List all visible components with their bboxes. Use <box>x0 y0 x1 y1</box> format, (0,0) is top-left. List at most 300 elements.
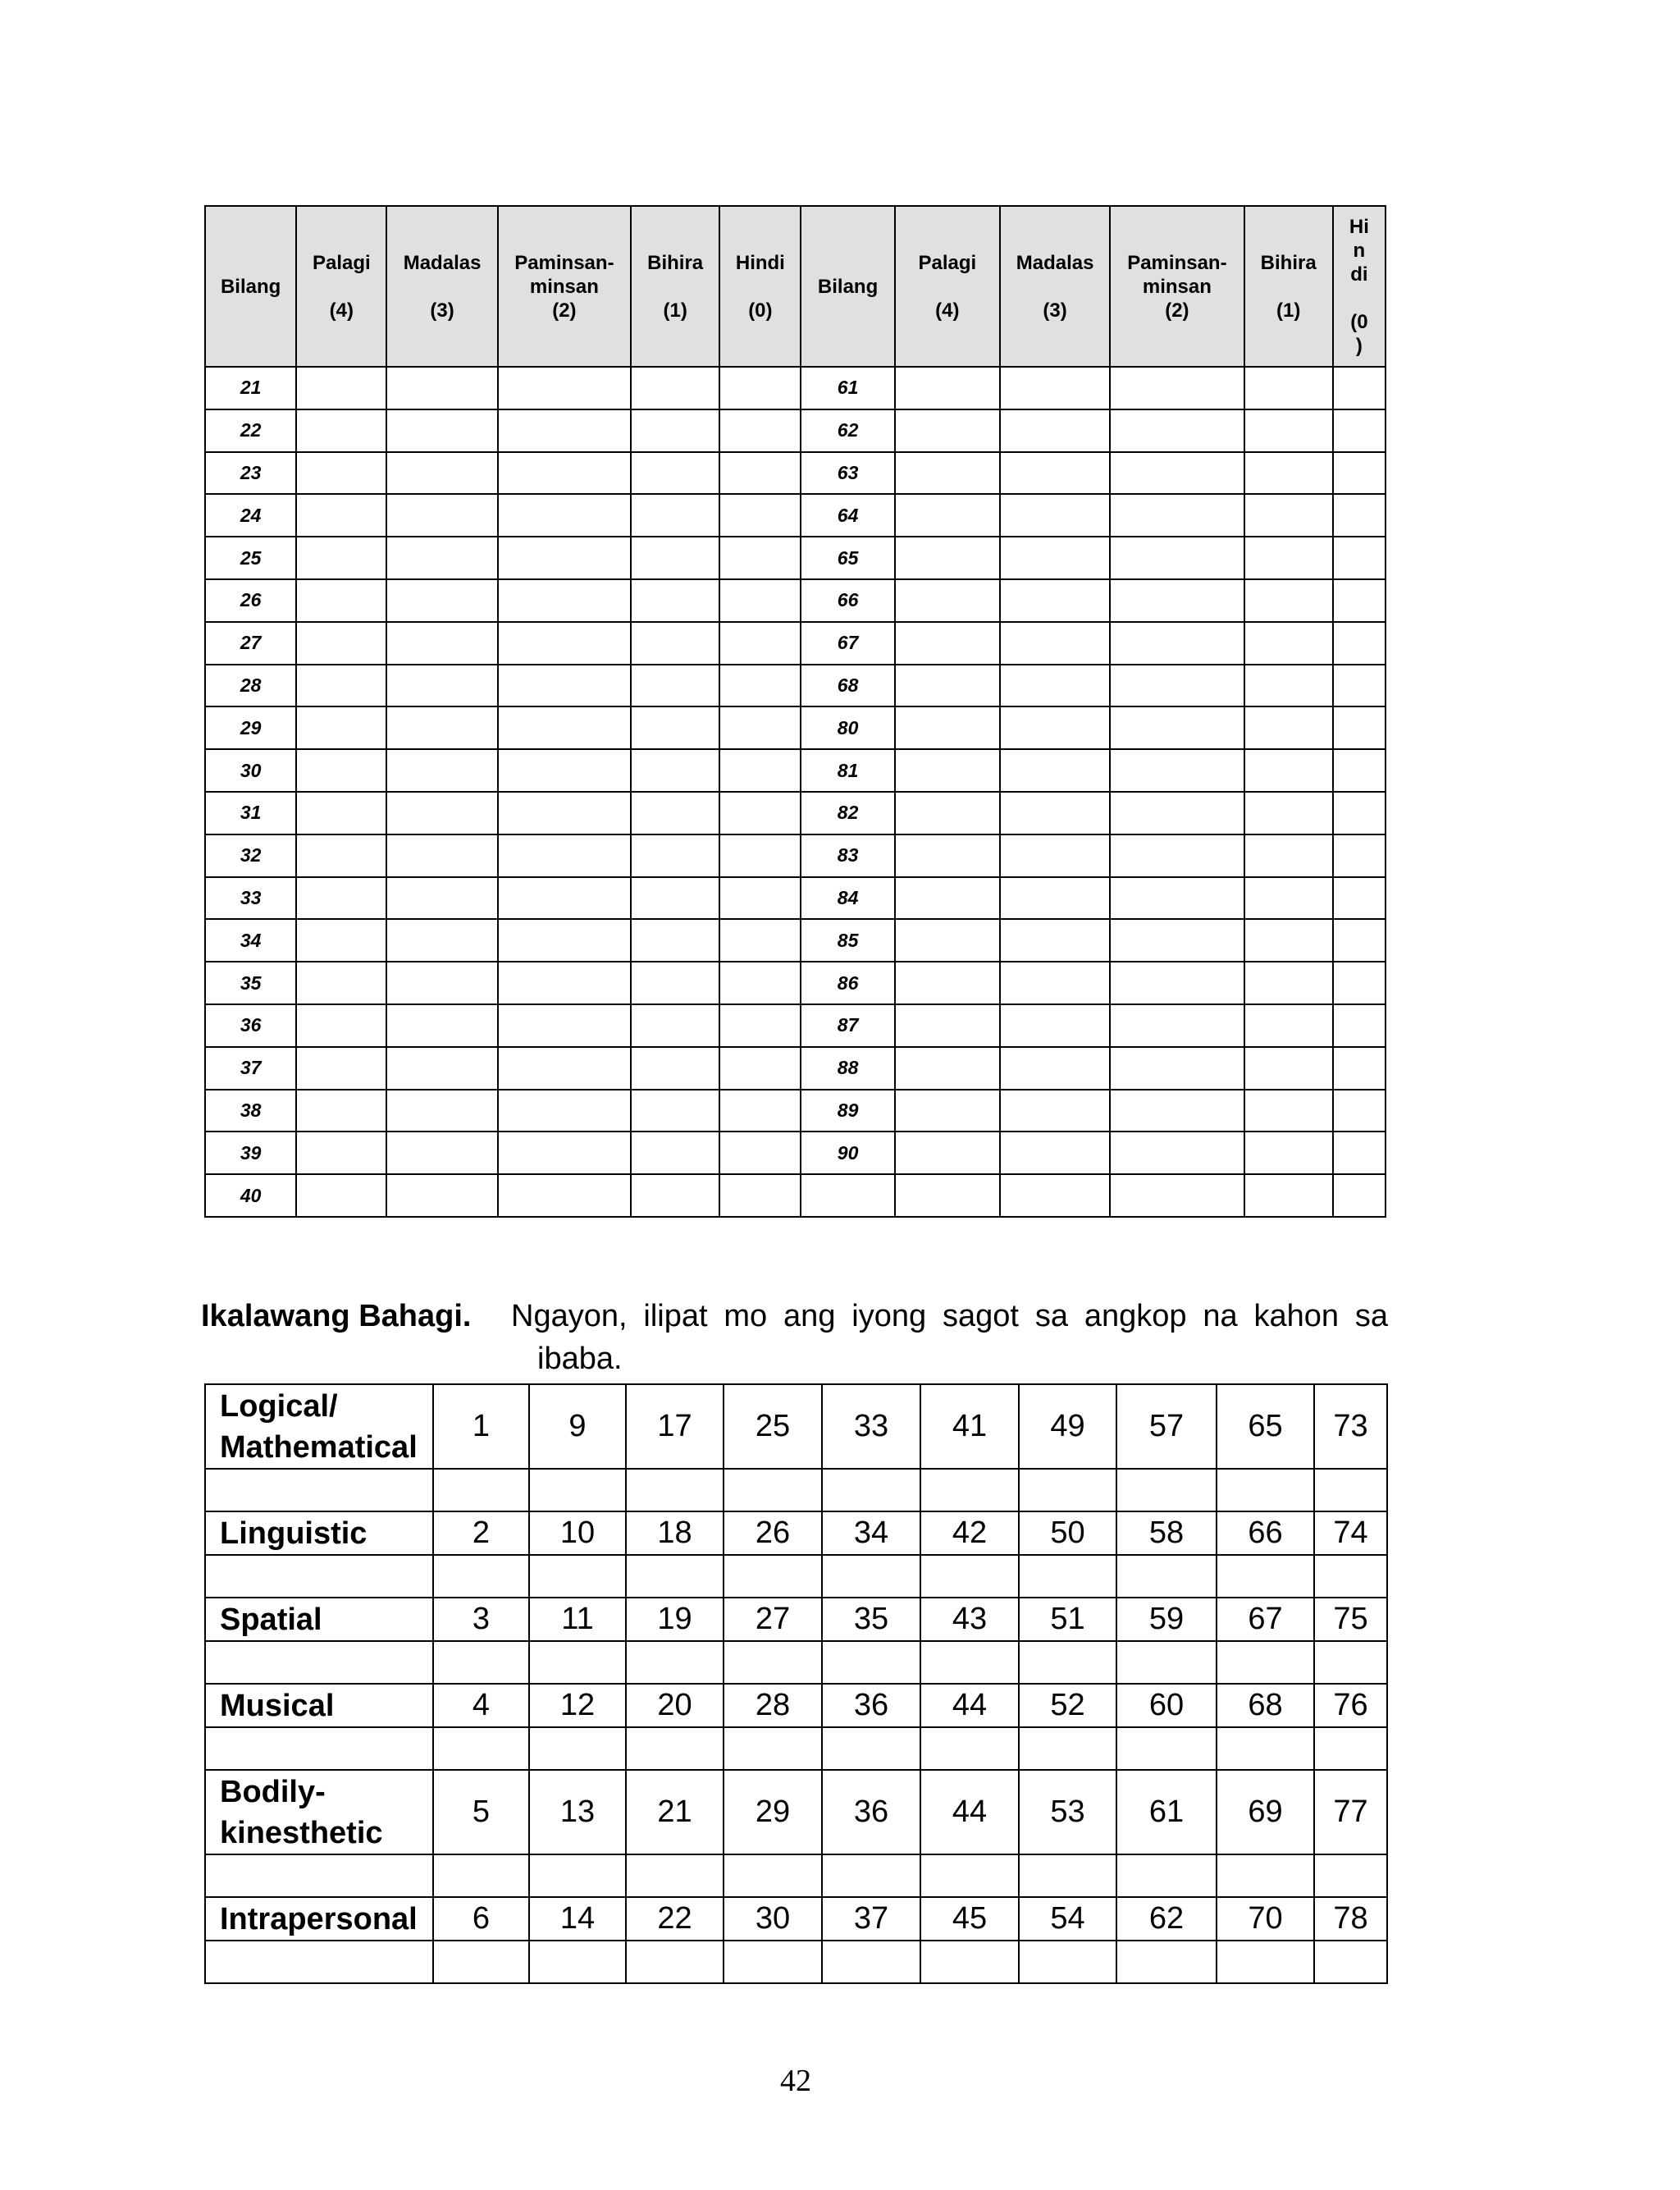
answer-cell[interactable] <box>1110 706 1244 749</box>
answer-cell[interactable] <box>1244 537 1333 579</box>
answer-cell[interactable] <box>386 665 497 707</box>
intelligence-row <box>205 1684 1387 1727</box>
item-number: 42 <box>920 1511 1019 1555</box>
answer-cell[interactable] <box>1333 1174 1386 1217</box>
answer-cell[interactable] <box>1217 1555 1314 1598</box>
answer-cell[interactable] <box>296 792 386 834</box>
intelligence-label-line1: Spatial <box>220 1602 322 1637</box>
answer-cell[interactable] <box>386 1174 497 1217</box>
answer-cell[interactable] <box>386 706 497 749</box>
answer-cell[interactable] <box>895 622 1000 665</box>
answer-cell[interactable] <box>386 749 497 792</box>
answer-cell[interactable] <box>1217 1727 1314 1770</box>
answer-cell[interactable] <box>1019 1469 1116 1511</box>
answer-cell[interactable] <box>433 1555 529 1598</box>
answer-cell[interactable] <box>626 1727 724 1770</box>
answer-cell[interactable] <box>296 749 386 792</box>
answer-cell[interactable] <box>498 494 631 537</box>
answer-cell[interactable] <box>1110 962 1244 1004</box>
answer-cell[interactable] <box>1244 706 1333 749</box>
answer-cell[interactable] <box>1000 665 1110 707</box>
answer-cell[interactable] <box>631 537 719 579</box>
answer-cell[interactable] <box>498 1004 631 1047</box>
answer-cell[interactable] <box>386 919 497 962</box>
answer-cell[interactable] <box>895 452 1000 495</box>
answer-cell[interactable] <box>1000 622 1110 665</box>
answer-cell[interactable] <box>631 665 719 707</box>
answer-cell[interactable] <box>1110 1047 1244 1090</box>
answer-cell[interactable] <box>1244 962 1333 1004</box>
answer-cell[interactable] <box>1110 367 1244 409</box>
answer-cell[interactable] <box>386 494 497 537</box>
answer-cell[interactable] <box>1000 877 1110 920</box>
answer-cell[interactable] <box>1333 367 1386 409</box>
answer-cell[interactable] <box>205 1727 433 1770</box>
answer-cell[interactable] <box>498 622 631 665</box>
answer-cell[interactable] <box>719 749 801 792</box>
item-number-right: 81 <box>801 749 894 792</box>
answer-cell[interactable] <box>719 919 801 962</box>
answer-cell[interactable] <box>1244 1132 1333 1174</box>
answer-cell[interactable] <box>1116 1469 1217 1511</box>
answer-cell[interactable] <box>631 749 719 792</box>
answer-cell[interactable] <box>386 537 497 579</box>
answer-cell[interactable] <box>1244 665 1333 707</box>
answer-cell[interactable] <box>498 579 631 622</box>
answer-cell[interactable] <box>895 706 1000 749</box>
item-number-right: 87 <box>801 1004 894 1047</box>
answer-cell[interactable] <box>1110 409 1244 452</box>
answer-cell[interactable] <box>205 1555 433 1598</box>
answer-cell[interactable] <box>626 1555 724 1598</box>
answer-cell[interactable] <box>1333 706 1386 749</box>
answer-cell[interactable] <box>1314 1854 1387 1897</box>
answer-cell[interactable] <box>433 1469 529 1511</box>
item-number-right: 61 <box>801 367 894 409</box>
answer-cell[interactable] <box>1333 834 1386 877</box>
item-number: 59 <box>1116 1598 1217 1641</box>
answer-cell[interactable] <box>822 1854 920 1897</box>
answer-cell[interactable] <box>386 1004 497 1047</box>
answer-cell[interactable] <box>626 1641 724 1684</box>
answer-cell[interactable] <box>1110 452 1244 495</box>
answer-cell[interactable] <box>1110 1090 1244 1132</box>
answer-cell[interactable] <box>1333 665 1386 707</box>
answer-cell[interactable] <box>498 537 631 579</box>
answer-cell[interactable] <box>631 367 719 409</box>
answer-cell[interactable] <box>895 1004 1000 1047</box>
answer-cell[interactable] <box>386 877 497 920</box>
answer-cell[interactable] <box>631 1004 719 1047</box>
answer-cell[interactable] <box>498 1047 631 1090</box>
answer-cell[interactable] <box>631 579 719 622</box>
answer-cell[interactable] <box>1110 494 1244 537</box>
item-number: 5 <box>433 1770 529 1854</box>
answer-cell[interactable] <box>822 1727 920 1770</box>
answer-cell[interactable] <box>205 1854 433 1897</box>
answer-cell[interactable] <box>822 1641 920 1684</box>
answer-cell[interactable] <box>626 1854 724 1897</box>
answer-cell[interactable] <box>386 622 497 665</box>
answer-cell[interactable] <box>386 452 497 495</box>
answer-cell[interactable] <box>1110 749 1244 792</box>
answer-cell[interactable] <box>498 1132 631 1174</box>
answer-cell[interactable] <box>1333 452 1386 495</box>
answer-cell[interactable] <box>386 367 497 409</box>
answer-cell[interactable] <box>1019 1727 1116 1770</box>
answer-cell[interactable] <box>1116 1941 1217 1983</box>
answer-cell[interactable] <box>1333 537 1386 579</box>
answer-cell[interactable] <box>1333 1047 1386 1090</box>
answer-cell[interactable] <box>920 1727 1019 1770</box>
answer-cell[interactable] <box>1000 1132 1110 1174</box>
intelligence-row <box>205 1511 1387 1555</box>
answer-cell[interactable] <box>1000 749 1110 792</box>
answer-cell[interactable] <box>895 1090 1000 1132</box>
answer-cell[interactable] <box>719 792 801 834</box>
answer-cell[interactable] <box>724 1469 822 1511</box>
answer-cell[interactable] <box>1244 749 1333 792</box>
intelligence-label-line1: Intrapersonal <box>220 1901 418 1936</box>
answer-cell[interactable] <box>1244 919 1333 962</box>
answer-cell[interactable] <box>1244 494 1333 537</box>
answer-cell[interactable] <box>1110 792 1244 834</box>
answer-cell[interactable] <box>498 665 631 707</box>
answer-cell[interactable] <box>724 1555 822 1598</box>
answer-cell[interactable] <box>1333 749 1386 792</box>
answer-cell[interactable] <box>498 409 631 452</box>
answer-cell[interactable] <box>386 1132 497 1174</box>
answer-cell[interactable] <box>631 622 719 665</box>
item-number: 68 <box>1217 1684 1314 1727</box>
answer-cell[interactable] <box>719 1090 801 1132</box>
answer-cell[interactable] <box>498 706 631 749</box>
answer-cell[interactable] <box>719 834 801 877</box>
intelligence-label <box>205 1897 433 1941</box>
answer-cell[interactable] <box>895 1174 1000 1217</box>
answer-cell[interactable] <box>433 1727 529 1770</box>
answer-cell[interactable] <box>296 665 386 707</box>
answer-cell[interactable] <box>895 877 1000 920</box>
item-number-left: 21 <box>205 367 296 409</box>
intelligence-label-line1: Musical <box>220 1688 335 1723</box>
answer-cell[interactable] <box>895 367 1000 409</box>
answer-cell[interactable] <box>1333 1132 1386 1174</box>
answer-cell[interactable] <box>920 1641 1019 1684</box>
answer-cell[interactable] <box>1110 1174 1244 1217</box>
answer-cell[interactable] <box>631 1047 719 1090</box>
answer-cell[interactable] <box>1314 1555 1387 1598</box>
answer-cell[interactable] <box>1110 877 1244 920</box>
answer-cell[interactable] <box>1000 1090 1110 1132</box>
answer-cell[interactable] <box>631 1090 719 1132</box>
answer-cell[interactable] <box>296 877 386 920</box>
answer-cell[interactable] <box>498 452 631 495</box>
answer-cell[interactable] <box>296 537 386 579</box>
answer-cell[interactable] <box>1110 665 1244 707</box>
answer-cell[interactable] <box>529 1941 626 1983</box>
answer-cell[interactable] <box>1217 1854 1314 1897</box>
answer-cell[interactable] <box>386 792 497 834</box>
response-row <box>205 1004 1386 1047</box>
answer-cell[interactable] <box>386 834 497 877</box>
answer-cell[interactable] <box>1116 1854 1217 1897</box>
answer-cell[interactable] <box>296 579 386 622</box>
answer-cell[interactable] <box>205 1469 433 1511</box>
answer-cell[interactable] <box>386 1047 497 1090</box>
answer-cell[interactable] <box>895 919 1000 962</box>
answer-cell[interactable] <box>296 622 386 665</box>
answer-cell[interactable] <box>719 962 801 1004</box>
answer-cell[interactable] <box>1244 1047 1333 1090</box>
answer-cell[interactable] <box>1244 367 1333 409</box>
answer-cell[interactable] <box>296 706 386 749</box>
answer-cell[interactable] <box>1019 1854 1116 1897</box>
answer-cell[interactable] <box>719 1132 801 1174</box>
answer-cell[interactable] <box>719 1174 801 1217</box>
answer-cell[interactable] <box>498 1174 631 1217</box>
answer-cell[interactable] <box>895 579 1000 622</box>
answer-cell[interactable] <box>498 877 631 920</box>
answer-cell[interactable] <box>1110 1004 1244 1047</box>
answer-cell[interactable] <box>895 962 1000 1004</box>
answer-cell[interactable] <box>1000 962 1110 1004</box>
answer-cell[interactable] <box>1217 1469 1314 1511</box>
answer-cell[interactable] <box>1333 494 1386 537</box>
answer-cell[interactable] <box>296 962 386 1004</box>
answer-cell[interactable] <box>1333 919 1386 962</box>
answer-cell[interactable] <box>631 1174 719 1217</box>
answer-cell[interactable] <box>631 962 719 1004</box>
answer-cell[interactable] <box>920 1854 1019 1897</box>
answer-cell[interactable] <box>296 452 386 495</box>
answer-cell[interactable] <box>1000 579 1110 622</box>
answer-cell[interactable] <box>631 877 719 920</box>
answer-cell[interactable] <box>1000 792 1110 834</box>
answer-cell[interactable] <box>719 877 801 920</box>
answer-cell[interactable] <box>498 792 631 834</box>
answer-cell[interactable] <box>719 665 801 707</box>
answer-cell[interactable] <box>724 1641 822 1684</box>
item-number: 21 <box>626 1770 724 1854</box>
answer-cell[interactable] <box>1217 1641 1314 1684</box>
answer-cell[interactable] <box>498 367 631 409</box>
answer-cell[interactable] <box>386 579 497 622</box>
answer-cell[interactable] <box>920 1941 1019 1983</box>
answer-cell[interactable] <box>895 792 1000 834</box>
answer-cell[interactable] <box>1244 792 1333 834</box>
response-row <box>205 452 1386 495</box>
item-number-right: 63 <box>801 452 894 495</box>
answer-cell[interactable] <box>1000 706 1110 749</box>
answer-cell[interactable] <box>1110 537 1244 579</box>
answer-cell[interactable] <box>1000 1004 1110 1047</box>
answer-cell[interactable] <box>631 706 719 749</box>
item-number: 53 <box>1019 1770 1116 1854</box>
item-number: 3 <box>433 1598 529 1641</box>
answer-cell[interactable] <box>895 834 1000 877</box>
answer-cell[interactable] <box>631 834 719 877</box>
answer-cell[interactable] <box>895 665 1000 707</box>
answer-cell[interactable] <box>529 1469 626 1511</box>
answer-cell[interactable] <box>719 537 801 579</box>
item-number: 20 <box>626 1684 724 1727</box>
answer-cell[interactable] <box>296 1047 386 1090</box>
answer-cell[interactable] <box>1116 1727 1217 1770</box>
answer-cell[interactable] <box>498 749 631 792</box>
answer-cell[interactable] <box>895 537 1000 579</box>
answer-cell[interactable] <box>631 494 719 537</box>
answer-cell[interactable] <box>1244 834 1333 877</box>
answer-cell[interactable] <box>631 452 719 495</box>
answer-cell[interactable] <box>296 1004 386 1047</box>
answer-cell[interactable] <box>1110 834 1244 877</box>
answer-cell[interactable] <box>895 409 1000 452</box>
answer-cell[interactable] <box>895 1047 1000 1090</box>
answer-cell[interactable] <box>1110 579 1244 622</box>
answer-cell[interactable] <box>1244 409 1333 452</box>
answer-cell[interactable] <box>822 1555 920 1598</box>
answer-cell[interactable] <box>895 749 1000 792</box>
answer-cell[interactable] <box>719 622 801 665</box>
item-number: 6 <box>433 1897 529 1941</box>
answer-cell[interactable] <box>719 1004 801 1047</box>
answer-cell[interactable] <box>1333 409 1386 452</box>
answer-cell[interactable] <box>1000 452 1110 495</box>
answer-cell[interactable] <box>1000 1047 1110 1090</box>
answer-cell[interactable] <box>1000 537 1110 579</box>
answer-cell[interactable] <box>1000 919 1110 962</box>
answer-cell[interactable] <box>1314 1469 1387 1511</box>
answer-cell[interactable] <box>1000 1174 1110 1217</box>
answer-cell[interactable] <box>1333 792 1386 834</box>
answer-cell[interactable] <box>1116 1641 1217 1684</box>
answer-cell[interactable] <box>498 962 631 1004</box>
answer-cell[interactable] <box>1110 919 1244 962</box>
answer-cell[interactable] <box>1333 877 1386 920</box>
answer-cell[interactable] <box>529 1727 626 1770</box>
answer-cell[interactable] <box>1019 1555 1116 1598</box>
answer-cell[interactable] <box>719 367 801 409</box>
answer-cell[interactable] <box>822 1941 920 1983</box>
answer-cell[interactable] <box>386 409 497 452</box>
answer-cell[interactable] <box>296 367 386 409</box>
intelligence-label <box>205 1384 433 1469</box>
answer-cell[interactable] <box>1333 1004 1386 1047</box>
answer-cell[interactable] <box>1314 1727 1387 1770</box>
answer-cell[interactable] <box>719 1047 801 1090</box>
answer-cell[interactable] <box>1000 494 1110 537</box>
answer-cell[interactable] <box>719 494 801 537</box>
item-number: 17 <box>626 1384 724 1469</box>
answer-cell[interactable] <box>1217 1941 1314 1983</box>
item-number-left: 31 <box>205 792 296 834</box>
answer-cell[interactable] <box>386 1090 497 1132</box>
answer-cell[interactable] <box>433 1854 529 1897</box>
answer-cell[interactable] <box>1333 1090 1386 1132</box>
answer-cell[interactable] <box>724 1854 822 1897</box>
answer-cell[interactable] <box>724 1727 822 1770</box>
answer-cell[interactable] <box>1244 579 1333 622</box>
answer-cell[interactable] <box>1000 834 1110 877</box>
answer-cell[interactable] <box>1333 579 1386 622</box>
item-number: 62 <box>1116 1897 1217 1941</box>
answer-cell[interactable] <box>1116 1555 1217 1598</box>
answer-cell[interactable] <box>296 494 386 537</box>
item-number: 74 <box>1314 1511 1387 1555</box>
answer-cell[interactable] <box>205 1641 433 1684</box>
answer-cell[interactable] <box>1000 409 1110 452</box>
answer-cell[interactable] <box>498 834 631 877</box>
answer-cell[interactable] <box>1244 452 1333 495</box>
answer-cell[interactable] <box>719 579 801 622</box>
answer-cell[interactable] <box>626 1941 724 1983</box>
answer-cell[interactable] <box>1314 1641 1387 1684</box>
answer-cell[interactable] <box>920 1555 1019 1598</box>
answer-cell[interactable] <box>1244 622 1333 665</box>
answer-cell[interactable] <box>433 1641 529 1684</box>
intelligence-table <box>204 1383 1388 1984</box>
answer-cell[interactable] <box>631 919 719 962</box>
header-palagi-left: Palagi (4) <box>296 206 386 367</box>
answer-cell[interactable] <box>296 1090 386 1132</box>
answer-cell[interactable] <box>1333 622 1386 665</box>
answer-cell[interactable] <box>296 1132 386 1174</box>
answer-cell[interactable] <box>626 1469 724 1511</box>
answer-cell[interactable] <box>1019 1941 1116 1983</box>
answer-cell[interactable] <box>296 834 386 877</box>
answer-cell[interactable] <box>386 962 497 1004</box>
answer-cell[interactable] <box>822 1469 920 1511</box>
answer-cell[interactable] <box>920 1469 1019 1511</box>
item-number: 22 <box>626 1897 724 1941</box>
answer-cell[interactable] <box>1244 877 1333 920</box>
answer-cell[interactable] <box>895 1132 1000 1174</box>
answer-cell[interactable] <box>205 1941 433 1983</box>
answer-cell[interactable] <box>631 792 719 834</box>
answer-cell[interactable] <box>529 1555 626 1598</box>
answer-cell[interactable] <box>1244 1004 1333 1047</box>
answer-cell[interactable] <box>296 919 386 962</box>
item-number-left: 32 <box>205 834 296 877</box>
answer-cell[interactable] <box>529 1854 626 1897</box>
answer-cell[interactable] <box>1314 1941 1387 1983</box>
item-number: 58 <box>1116 1511 1217 1555</box>
answer-cell[interactable] <box>1110 1132 1244 1174</box>
answer-cell[interactable] <box>433 1941 529 1983</box>
answer-cell[interactable] <box>719 706 801 749</box>
answer-cell[interactable] <box>498 1090 631 1132</box>
answer-cell[interactable] <box>1244 1174 1333 1217</box>
answer-cell[interactable] <box>631 1132 719 1174</box>
answer-cell[interactable] <box>631 409 719 452</box>
answer-cell[interactable] <box>529 1641 626 1684</box>
answer-cell[interactable] <box>1000 367 1110 409</box>
answer-cell[interactable] <box>1019 1641 1116 1684</box>
header-hindi-left: Hindi (0) <box>719 206 801 367</box>
answer-cell[interactable] <box>1244 1090 1333 1132</box>
response-row <box>205 706 1386 749</box>
answer-cell[interactable] <box>724 1941 822 1983</box>
answer-cell[interactable] <box>296 1174 386 1217</box>
answer-cell[interactable] <box>498 919 631 962</box>
answer-cell[interactable] <box>1110 622 1244 665</box>
answer-cell[interactable] <box>1333 962 1386 1004</box>
answer-cell[interactable] <box>719 452 801 495</box>
answer-cell[interactable] <box>895 494 1000 537</box>
answer-cell[interactable] <box>719 409 801 452</box>
answer-cell[interactable] <box>296 409 386 452</box>
